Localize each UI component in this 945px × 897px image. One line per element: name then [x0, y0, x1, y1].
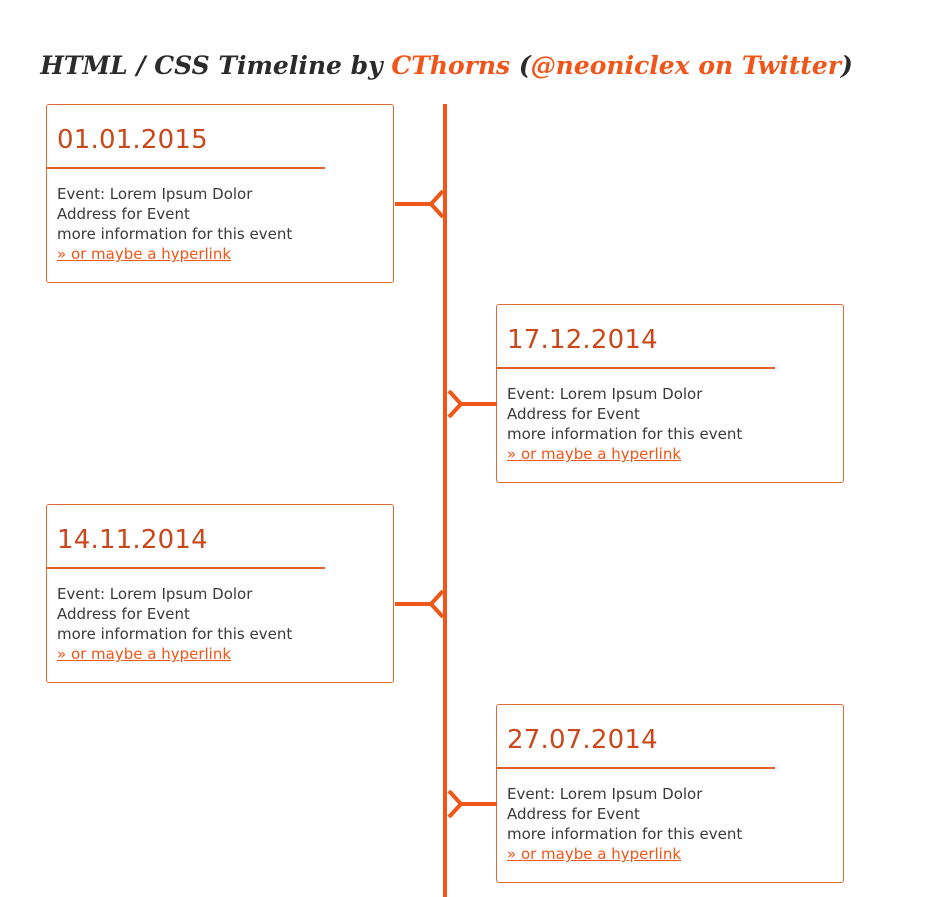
timeline-axis [443, 104, 447, 897]
event-card-4 [496, 704, 844, 883]
date-underline [497, 767, 775, 769]
event-info: more information for this event [507, 825, 743, 843]
event-hyperlink[interactable]: » or maybe a hyperlink [57, 645, 232, 663]
event-info: more information for this event [57, 625, 293, 643]
event-details [507, 384, 742, 464]
event-date: 17.12.2014 [507, 325, 658, 355]
event-card-3 [46, 504, 394, 683]
event-address: Address for Event [57, 205, 190, 223]
event-card-1 [46, 104, 394, 283]
event-title: Event: Lorem Ipsum Dolor [57, 585, 253, 603]
event-details [57, 184, 292, 264]
timeline-connector-left [395, 189, 447, 219]
event-address: Address for Event [507, 405, 640, 423]
timeline-connector-right [445, 389, 497, 419]
event-info: more information for this event [57, 225, 293, 243]
event-card-2 [496, 304, 844, 483]
twitter-handle: @neoniclex on Twitter [530, 51, 841, 80]
event-title: Event: Lorem Ipsum Dolor [57, 185, 253, 203]
event-hyperlink[interactable]: » or maybe a hyperlink [507, 445, 682, 463]
timeline-connector-right [445, 789, 497, 819]
date-underline [47, 567, 325, 569]
date-underline [47, 167, 325, 169]
event-address: Address for Event [57, 605, 190, 623]
event-title: Event: Lorem Ipsum Dolor [507, 785, 703, 803]
event-info: more information for this event [507, 425, 743, 443]
event-date: 01.01.2015 [57, 125, 208, 155]
event-address: Address for Event [507, 805, 640, 823]
author-name: CThorns [391, 51, 511, 80]
event-hyperlink[interactable]: » or maybe a hyperlink [507, 845, 682, 863]
event-date: 27.07.2014 [507, 725, 658, 755]
title-open-paren: ( [510, 51, 531, 80]
event-date: 14.11.2014 [57, 525, 208, 555]
page-title [0, 44, 893, 88]
event-hyperlink[interactable]: » or maybe a hyperlink [57, 245, 232, 263]
event-title: Event: Lorem Ipsum Dolor [507, 385, 703, 403]
event-details [507, 784, 742, 864]
title-close-paren: ) [840, 51, 853, 80]
title-prefix: HTML / CSS Timeline by [40, 51, 392, 80]
timeline-connector-left [395, 589, 447, 619]
date-underline [497, 367, 775, 369]
event-details [57, 584, 292, 664]
